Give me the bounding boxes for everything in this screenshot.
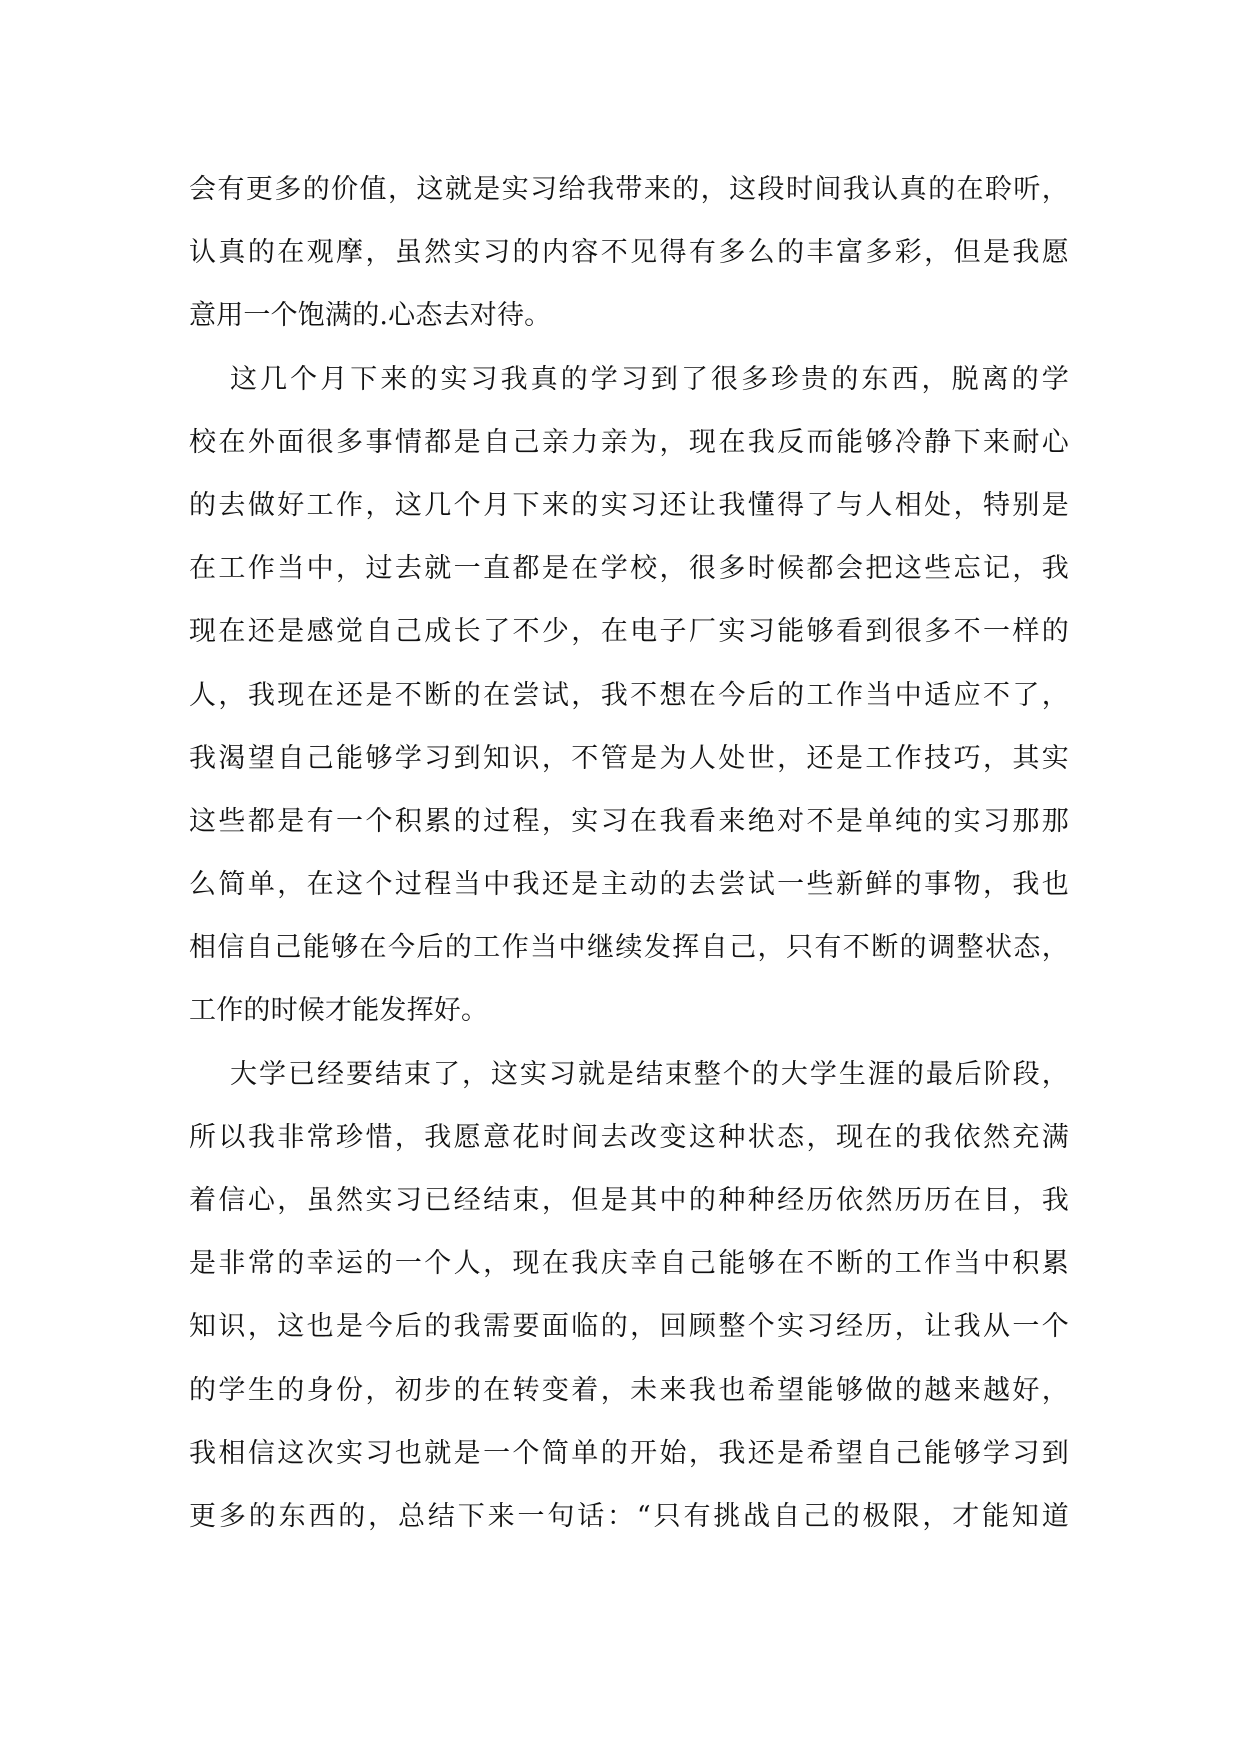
paragraph-3-line-1: 大学已经要结束了，这实习就是结束整个的大学生涯的最后阶段， [230,1058,1069,1090]
paragraph-2-line-9: 么简单，在这个过程当中我还是主动的去尝试一些新鲜的事物，我也 [189,869,1069,901]
paragraph-3-line-2: 所以我非常珍惜，我愿意花时间去改变这种状态，现在的我依然充满 [189,1121,1069,1153]
paragraph-2-line-3: 的去做好工作，这几个月下来的实习还让我懂得了与人相处，特别是 [189,489,1069,521]
paragraph-2-line-4: 在工作当中，过去就一直都是在学校，很多时候都会把这些忘记，我 [189,553,1069,585]
paragraph-2-line-2: 校在外面很多事情都是自己亲力亲为，现在我反而能够冷静下来耐心 [189,426,1069,458]
paragraph-3-line-5: 知识，这也是今后的我需要面临的，回顾整个实习经历，让我从一个 [189,1311,1069,1343]
paragraph-2-line-7: 我渴望自己能够学习到知识，不管是为人处世，还是工作技巧，其实 [189,742,1069,774]
paragraph-3-line-8: 更多的东西的，总结下来一句话：“只有挑战自己的极限，才能知道 [189,1500,1069,1532]
paragraph-1-line-3: 意用一个饱满的.心态去对待。 [189,300,552,332]
paragraph-2-line-5: 现在还是感觉自己成长了不少，在电子厂实习能够看到很多不一样的 [189,616,1069,648]
paragraph-3-line-3: 着信心，虽然实习已经结束，但是其中的种种经历依然历历在目，我 [189,1185,1069,1216]
paragraph-1-line-1: 会有更多的价值，这就是实习给我带来的，这段时间我认真的在聆听， [189,174,1069,205]
paragraph-2-line-11: 工作的时候才能发挥好。 [189,995,489,1027]
body-text [189,158,1069,1548]
paragraph-2-line-1: 这几个月下来的实习我真的学习到了很多珍贵的东西，脱离的学 [230,363,1069,395]
paragraph-3-line-4: 是非常的幸运的一个人，现在我庆幸自己能够在不断的工作当中积累 [189,1248,1069,1280]
paragraph-2-line-10: 相信自己能够在今后的工作当中继续发挥自己，只有不断的调整状态， [189,932,1069,964]
paragraph-2-line-8: 这些都是有一个积累的过程，实习在我看来绝对不是单纯的实习那那 [189,805,1069,837]
paragraph-2-line-6: 人，我现在还是不断的在尝试，我不想在今后的工作当中适应不了， [189,679,1069,711]
paragraph-3-line-6: 的学生的身份，初步的在转变着，未来我也希望能够做的越来越好， [189,1374,1069,1406]
paragraph-3-line-7: 我相信这次实习也就是一个简单的开始，我还是希望自己能够学习到 [189,1437,1069,1469]
paragraph-1-line-2: 认真的在观摩，虽然实习的内容不见得有多么的丰富多彩，但是我愿 [189,237,1069,269]
